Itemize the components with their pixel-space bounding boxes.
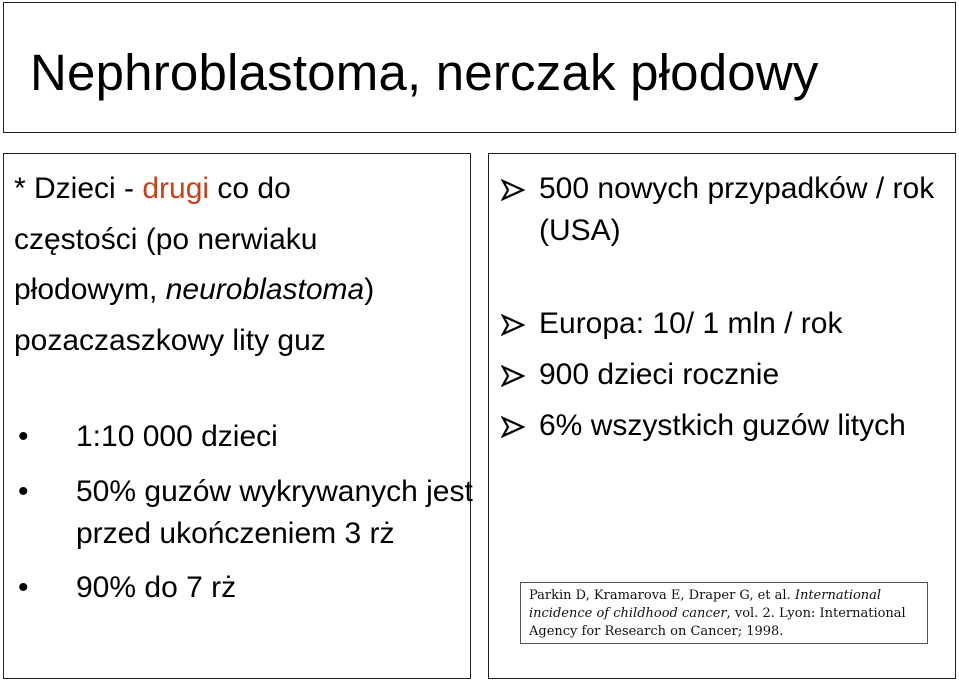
bullet-text: 50% guzów wykrywanych jest przed ukończeniem 3 rż <box>76 475 473 550</box>
citation-title: International incidence of childhood cancer <box>529 588 882 621</box>
intro-line-4: pozaczaszkowy lity guz <box>14 323 326 357</box>
intro-highlight: drugi <box>142 172 210 205</box>
bullet-text: 90% do 7 rż <box>76 571 237 604</box>
bullet-list <box>4 416 476 609</box>
arrowhead-icon <box>501 365 525 387</box>
list-item <box>501 405 959 447</box>
citation-rest: , vol. 2. Lyon: International Agency for Research on Cancer; 1998. <box>529 606 906 639</box>
intro-text <box>14 164 374 366</box>
item-text: 6% wszystkich guzów litych <box>539 409 906 442</box>
intro-line-1 <box>14 164 374 215</box>
intro-part2: co do <box>209 172 291 205</box>
list-item <box>4 416 476 458</box>
bullet-icon: • <box>18 420 29 453</box>
left-panel <box>3 153 471 679</box>
intro-part1: * Dzieci - <box>14 172 143 205</box>
arrow-list <box>501 168 959 447</box>
item-text: Europa: 10/ 1 mln / rok <box>539 307 843 340</box>
list-item <box>501 303 959 345</box>
intro-line3-italic: neuroblastoma <box>165 273 365 306</box>
list-item <box>501 354 959 396</box>
item-text: 500 nowych przypadków / rok (USA) <box>539 172 935 247</box>
item-text: 900 dzieci rocznie <box>539 358 780 391</box>
arrowhead-icon <box>501 416 525 438</box>
arrowhead-icon <box>501 179 525 201</box>
arrowhead-icon <box>501 314 525 336</box>
title-box <box>3 2 956 133</box>
intro-line-2: częstości (po nerwiaku <box>14 222 318 256</box>
intro-line3-prefix: płodowym, <box>14 273 166 306</box>
intro-line3-suffix: ) <box>364 273 375 306</box>
bullet-icon: • <box>18 571 29 604</box>
intro-line-3 <box>14 265 374 316</box>
list-item <box>4 471 476 555</box>
list-item <box>4 567 476 609</box>
citation-box <box>520 582 928 644</box>
citation-authors: Parkin D, Kramarova E, Draper G, et al. <box>529 588 795 603</box>
bullet-icon: • <box>18 475 29 508</box>
slide-title: Nephroblastoma, nerczak płodowy <box>30 44 819 101</box>
bullet-text: 1:10 000 dzieci <box>76 420 278 453</box>
right-panel <box>488 153 956 679</box>
list-item <box>501 168 959 252</box>
